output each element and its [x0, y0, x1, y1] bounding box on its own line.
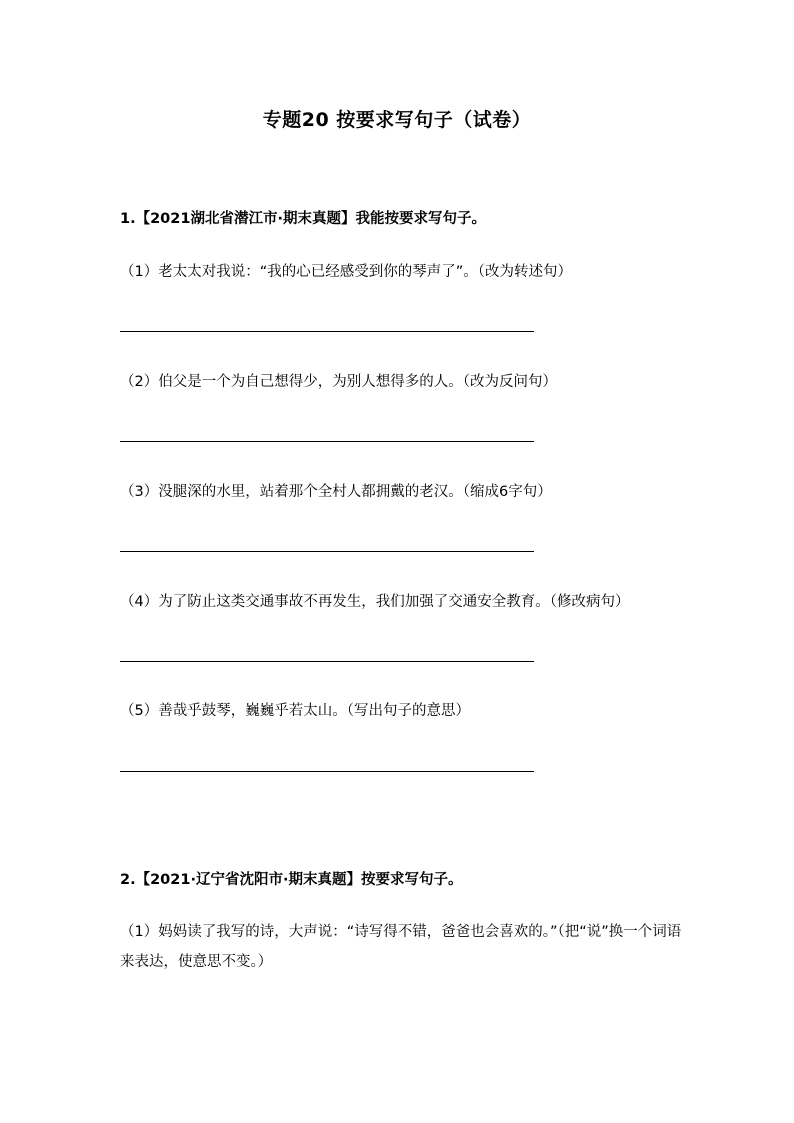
question-1-heading: 1.【2021湖北省潜江市·期末真题】我能按要求写句子。	[120, 211, 486, 227]
question-1-item-4: （4）为了防止这类交通事故不再发生，我们加强了交通安全教育。（修改病句）	[120, 594, 630, 610]
answer-line-1-2[interactable]	[120, 441, 534, 442]
answer-line-1-4[interactable]	[120, 661, 534, 662]
answer-line-1-5[interactable]	[120, 771, 534, 772]
question-1-item-5: （5）善哉乎鼓琴，巍巍乎若太山。（写出句子的意思）	[120, 703, 470, 719]
question-2-item-1: （1）妈妈读了我写的诗，大声说：“诗写得不错，爸爸也会喜欢的。”（把“说”换一个词语来表达，使意思不变。）	[120, 924, 682, 970]
page-title: 专题20 按要求写句子（试卷）	[262, 109, 532, 131]
answer-line-1-3[interactable]	[120, 551, 534, 552]
question-1-item-2: （2）伯父是一个为自己想得少，为别人想得多的人。（改为反问句）	[120, 374, 557, 390]
question-1-item-1: （1）老太太对我说：“我的心已经感受到你的琴声了”。（改为转述句）	[120, 264, 572, 280]
question-1-item-3: （3）没腿深的水里，站着那个全村人都拥戴的老汉。（缩成6字句）	[120, 484, 552, 500]
answer-line-1-1[interactable]	[120, 331, 534, 332]
question-2-heading: 2.【2021·辽宁省沈阳市·期末真题】按要求写句子。	[120, 872, 463, 888]
